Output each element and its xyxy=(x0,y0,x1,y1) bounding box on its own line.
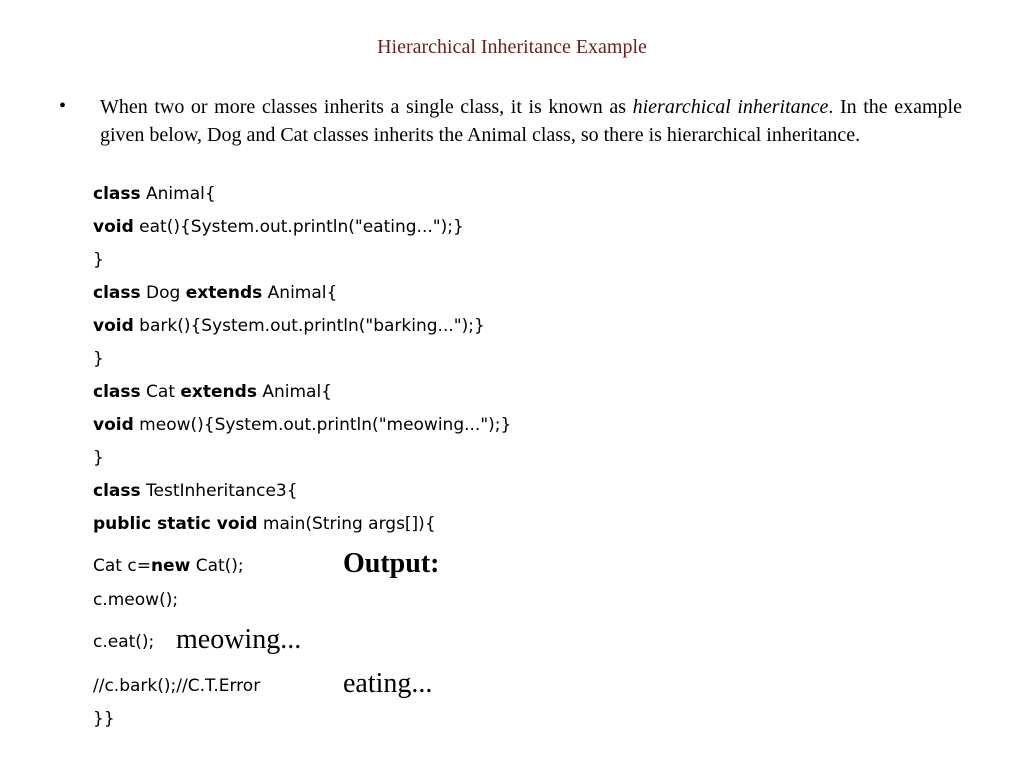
keyword: void xyxy=(93,217,134,237)
output-label: Output: xyxy=(343,548,440,579)
description-paragraph xyxy=(100,94,962,149)
keyword: class xyxy=(93,481,141,501)
code-text: meow(){System.out.println("meowing...");} xyxy=(133,415,512,435)
output-line-eating: eating... xyxy=(343,668,433,699)
code-line-6: } xyxy=(93,349,104,369)
code-line-2 xyxy=(93,217,464,237)
keyword: void xyxy=(93,316,134,336)
code-text: TestInheritance3{ xyxy=(140,481,298,501)
code-line-10 xyxy=(93,481,298,501)
keyword: new xyxy=(150,556,191,576)
keyword: class xyxy=(93,283,141,303)
code-line-4 xyxy=(93,283,337,303)
code-line-13: c.meow(); xyxy=(93,590,179,610)
keyword: class xyxy=(93,184,141,204)
code-text: Animal{ xyxy=(140,184,216,204)
keyword: class xyxy=(93,382,141,402)
code-text: Cat xyxy=(140,382,181,402)
keyword: public static void xyxy=(93,514,258,534)
keyword: extends xyxy=(185,283,263,303)
para-text-after: . In the example given below, Dog and Cat classes inherits the Animal class, so there is hierarchical inheritance. xyxy=(100,96,962,146)
code-text: bark(){System.out.println("barking...");} xyxy=(133,316,485,336)
code-text: main(String args[]){ xyxy=(257,514,436,534)
code-line-12 xyxy=(93,556,244,576)
code-text: Cat(); xyxy=(190,556,244,576)
code-line-8 xyxy=(93,415,511,435)
keyword: extends xyxy=(180,382,257,402)
code-text: Cat c= xyxy=(93,556,151,576)
code-line-16: }} xyxy=(93,709,115,729)
code-line-7 xyxy=(93,382,332,402)
code-text: Dog xyxy=(140,283,186,303)
slide-title: Hierarchical Inheritance Example xyxy=(377,36,647,58)
code-line-5 xyxy=(93,316,485,336)
code-line-3: } xyxy=(93,250,104,270)
code-line-11 xyxy=(93,514,436,534)
bullet-marker: • xyxy=(59,95,67,117)
code-text: Animal{ xyxy=(256,382,332,402)
code-line-9: } xyxy=(93,448,104,468)
para-text-before: When two or more classes inherits a single class, it is known as xyxy=(100,96,633,118)
code-line-15: //c.bark();//C.T.Error xyxy=(93,676,261,696)
para-italic-term: hierarchical inheritance xyxy=(632,96,829,118)
code-line-1 xyxy=(93,184,216,204)
code-text: Animal{ xyxy=(262,283,338,303)
code-line-14: c.eat(); xyxy=(93,632,155,652)
output-line-meowing: meowing... xyxy=(176,624,302,655)
keyword: void xyxy=(93,415,134,435)
code-text: eat(){System.out.println("eating...");} xyxy=(133,217,464,237)
